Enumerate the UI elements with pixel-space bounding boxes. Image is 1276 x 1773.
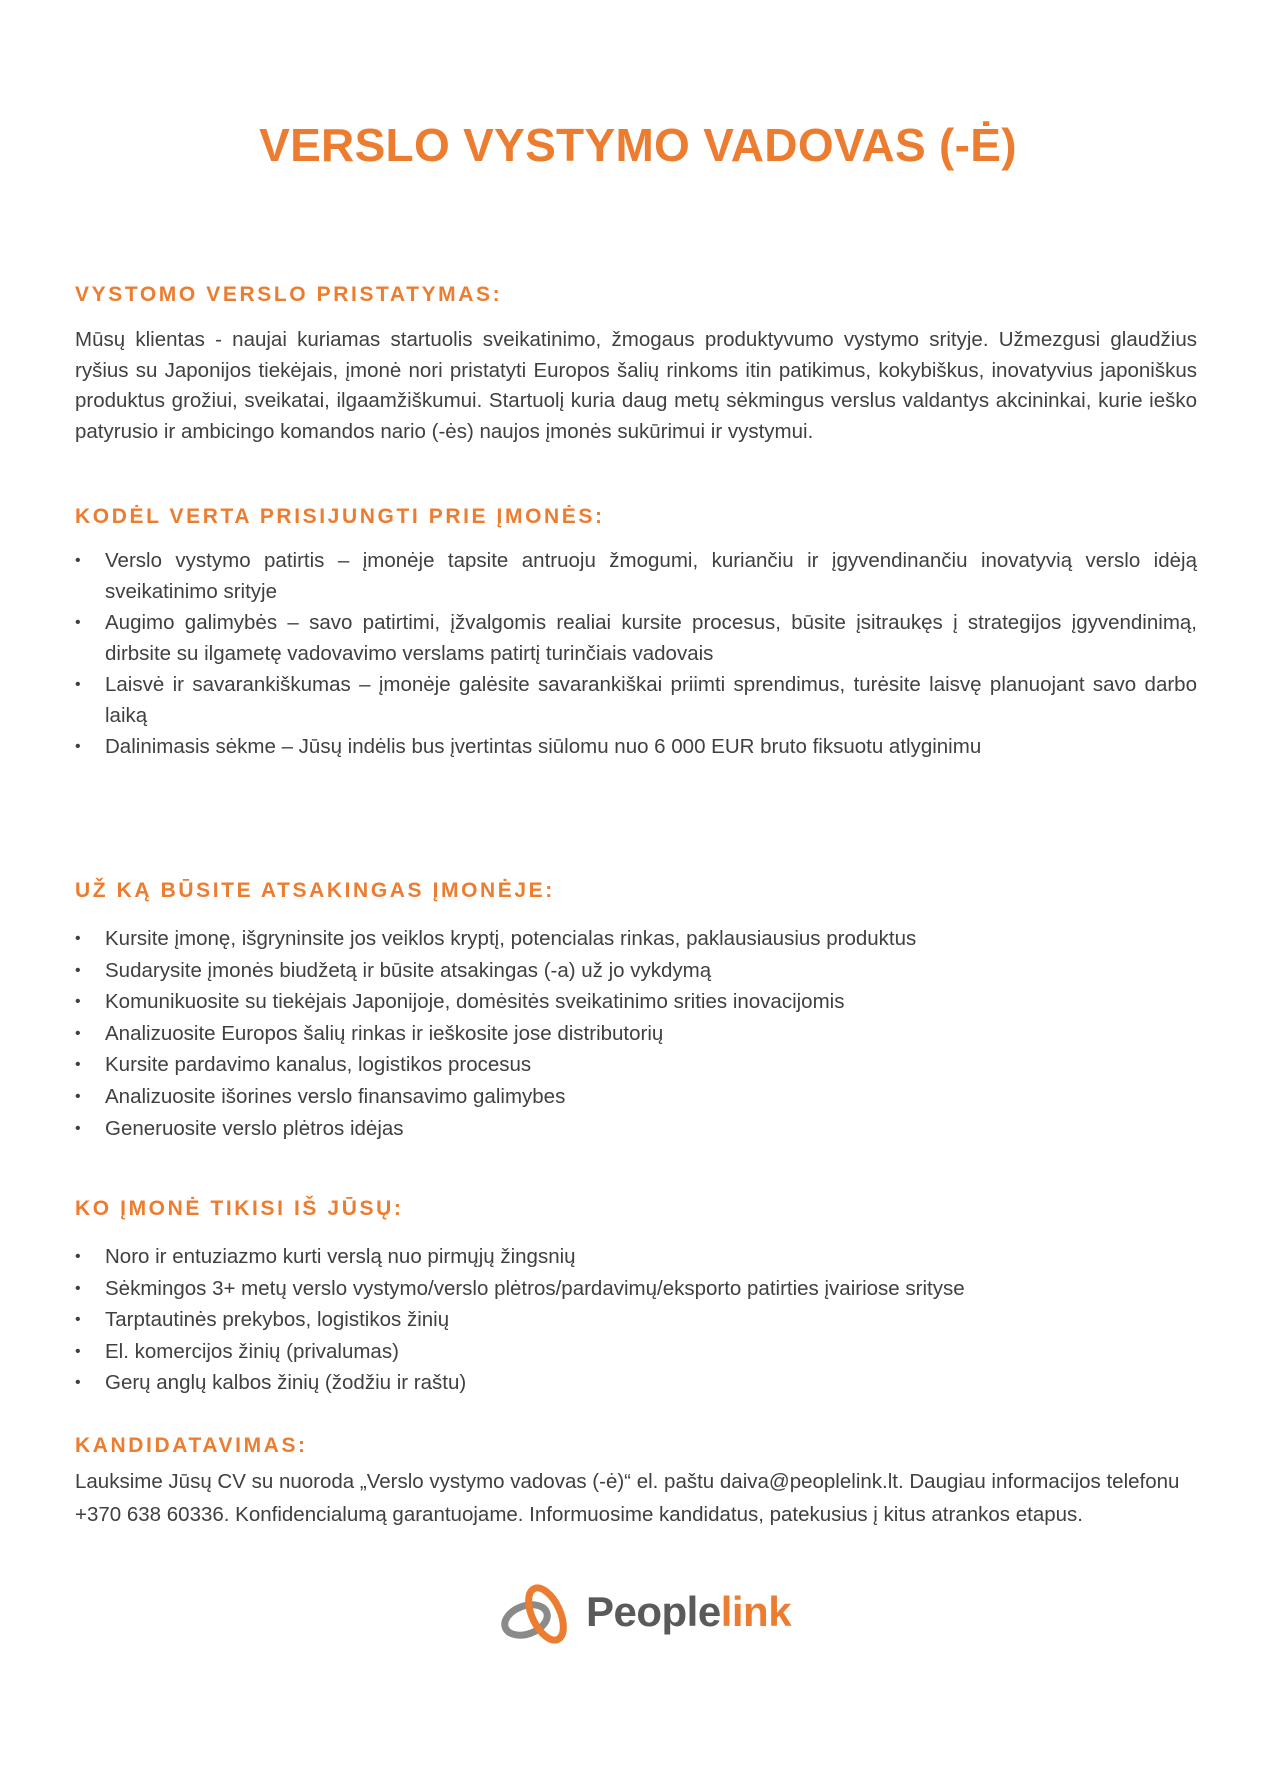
section-heading-responsibilities: UŽ KĄ BŪSITE ATSAKINGAS ĮMONĖJE: [75,879,555,902]
list-item: • Dalinimasis sėkme – Jūsų indėlis bus įvertintas siūlomu nuo 6 000 EUR bruto fiksuotu atlyginimu [75,731,1197,762]
apply-paragraph: Lauksime Jūsų CV su nuoroda „Verslo vystymo vadovas (-ė)“ el. paštu daiva@peoplelink.lt. Daugiau informacijos telefonu +370 638 60336. Konfidencialumą garantuojame. Informuosime kandidatus, patekusius į kitus atrankos etapus. [75,1470,1180,1526]
responsibilities-list [75,923,1197,1144]
list-item: • Tarptautinės prekybos, logistikos žinių [75,1304,1197,1336]
bullet-icon: • [75,738,81,755]
bullet-icon: • [75,1374,81,1392]
list-item: • Sudarysite įmonės biudžetą ir būsite atsakingas (-a) už jo vykdymą [75,955,1197,987]
bullet-icon: • [75,1342,81,1360]
bullet-icon: • [75,993,81,1011]
intro-paragraph: Mūsų klientas - naujai kuriamas startuolis sveikatinimo, žmogaus produktyvumo vystymo srityje. Užmezgusi glaudžius ryšius su Japonijos tiekėjais, įmonė nori pristatyti Europos šalių rinkoms itin patikimus, kokybiškus, inovatyvius japoniškus produktus grožiui, sveikatai, ilgaamžiškumui. Startuolį kuria daug metų sėkmingus verslus valdantys akcininkai, kurie ieško patyrusio ir ambicingo komandos nario (-ės) naujos įmonės sukūrimui ir vystymui. [75,328,1197,443]
list-item: • Analizuosite išorines verslo finansavimo galimybes [75,1081,1197,1113]
section-heading-expectations: KO ĮMONĖ TIKISI IŠ JŪSŲ: [75,1197,404,1220]
section-heading-why-join: KODĖL VERTA PRISIJUNGTI PRIE ĮMONĖS: [75,505,605,528]
bullet-icon: • [75,1024,81,1042]
list-item: • Generuosite verslo plėtros idėjas [75,1113,1197,1145]
peoplelink-logo [498,1580,792,1652]
bullet-icon: • [75,1311,81,1329]
bullet-icon: • [75,1119,81,1137]
page-title: VERSLO VYSTYMO VADOVAS (-Ė) [259,119,1017,171]
bullet-icon: • [75,614,81,631]
list-item: • Noro ir entuziazmo kurti verslą nuo pirmųjų žingsnių [75,1241,1197,1273]
list-item: • Sėkmingos 3+ metų verslo vystymo/verslo plėtros/pardavimų/eksporto patirties įvairiose srityse [75,1273,1197,1305]
bullet-icon: • [75,1087,81,1105]
expectations-list [75,1241,1197,1399]
list-item: • Kursite įmonę, išgryninsite jos veiklos kryptį, potencialas rinkas, paklausiausius produktus [75,923,1197,955]
bullet-icon: • [75,552,81,569]
list-item: • Kursite pardavimo kanalus, logistikos procesus [75,1049,1197,1081]
section-heading-intro: VYSTOMO VERSLO PRISTATYMAS: [75,283,503,306]
bullet-icon: • [75,1279,81,1297]
why-join-list [75,545,1197,762]
list-item: • Gerų anglų kalbos žinių (žodžiu ir raštu) [75,1367,1197,1399]
list-item: • El. komercijos žinių (privalumas) [75,1336,1197,1368]
list-item: • Laisvė ir savarankiškumas – įmonėje galėsite savarankiškai priimti sprendimus, turėsite laisvę planuojant savo darbo laiką [75,669,1197,731]
list-item: • Komunikuosite su tiekėjais Japonijoje, domėsitės sveikatinimo srities inovacijomis [75,986,1197,1018]
bullet-icon: • [75,1248,81,1265]
bullet-icon: • [75,1056,81,1074]
peoplelink-rings-logo-icon [498,1580,578,1652]
section-heading-apply: KANDIDATAVIMAS: [75,1434,308,1457]
list-item: • Analizuosite Europos šalių rinkas ir ieškosite jose distributorių [75,1018,1197,1050]
list-item: • Verslo vystymo patirtis – įmonėje tapsite antruoju žmogumi, kuriančiu ir įgyvendinančiu inovatyvią verslo idėją sveikatinimo srityje [75,545,1197,607]
bullet-icon: • [75,930,81,947]
bullet-icon: • [75,961,81,979]
logo-wordmark: Peoplelink [586,1588,792,1635]
list-item: • Augimo galimybės – savo patirtimi, įžvalgomis realiai kursite procesus, būsite įsitraukęs į strategijos įgyvendinimą, dirbsite su ilgametę vadovavimo verslams patirtį turinčiais vadovais [75,607,1197,669]
bullet-icon: • [75,676,81,693]
